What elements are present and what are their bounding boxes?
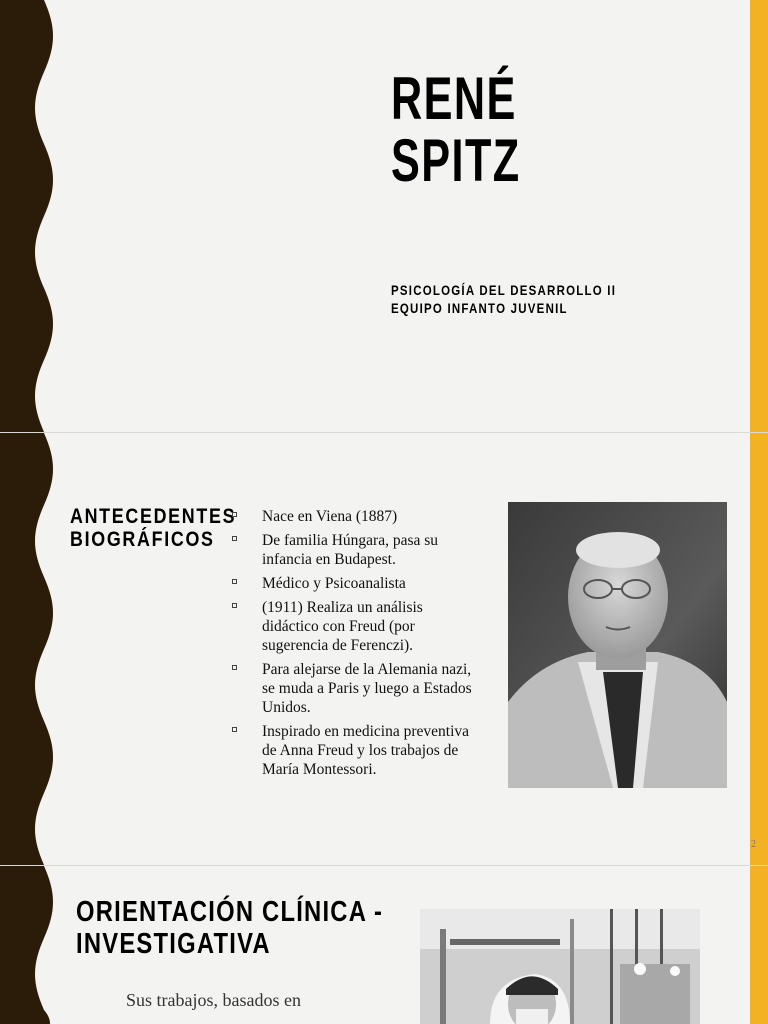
bullet-text: Para alejarse de la Alemania nazi, se muda a Paris y luego a Estados Unidos. <box>262 661 472 716</box>
bullet-text: Médico y Psicoanalista <box>262 575 406 592</box>
list-item <box>232 722 482 779</box>
wave-border-decoration <box>0 433 60 865</box>
page-number: 2 <box>751 839 756 850</box>
square-bullet-icon <box>232 536 237 541</box>
presentation-subtitle <box>391 281 616 317</box>
square-bullet-icon <box>232 512 237 517</box>
biography-bullet-list <box>232 507 482 784</box>
biography-slide <box>0 433 768 865</box>
square-bullet-icon <box>232 579 237 584</box>
heading-line-2: BIOGRÁFICOS <box>70 528 215 551</box>
wave-border-decoration <box>0 866 60 1024</box>
accent-bar <box>750 433 768 865</box>
heading-line-1: ANTECEDENTES <box>70 505 237 528</box>
bullet-text: Inspirado en medicina preventiva de Anna Freud y los trabajos de María Montessori. <box>262 723 470 778</box>
list-item <box>232 598 482 655</box>
list-item <box>232 531 482 569</box>
list-item <box>232 660 482 717</box>
square-bullet-icon <box>232 665 237 670</box>
list-item <box>232 507 482 526</box>
list-item <box>232 574 482 593</box>
bullet-text: (1911) Realiza un análisis didáctico con Freud (por sugerencia de Ferenczi). <box>262 599 423 654</box>
bullet-text: De familia Húngara, pasa su infancia en Budapest. <box>262 532 439 568</box>
title-slide <box>0 0 768 432</box>
bullet-text: Nace en Viena (1887) <box>262 508 398 525</box>
accent-bar <box>750 0 768 432</box>
square-bullet-icon <box>232 603 237 608</box>
wave-border-decoration <box>0 0 60 432</box>
title-line-1: RENÉ <box>391 65 517 132</box>
portrait-photo <box>508 502 727 788</box>
presentation-title <box>391 65 521 194</box>
heading-line-1: ORIENTACIÓN CLÍNICA - <box>76 896 384 928</box>
body-text: Sus trabajos, basados en <box>126 990 301 1010</box>
subtitle-line-1: PSICOLOGÍA DEL DESARROLLO II <box>391 282 617 298</box>
section-heading <box>76 896 383 960</box>
clinical-orientation-slide <box>0 866 768 1024</box>
heading-line-2: INVESTIGATIVA <box>76 928 271 960</box>
section-heading <box>70 505 236 551</box>
subtitle-line-2: EQUIPO INFANTO JUVENIL <box>391 300 568 316</box>
accent-bar <box>750 866 768 1024</box>
title-line-2: SPITZ <box>391 127 521 194</box>
square-bullet-icon <box>232 727 237 732</box>
hospital-photo <box>420 909 700 1024</box>
